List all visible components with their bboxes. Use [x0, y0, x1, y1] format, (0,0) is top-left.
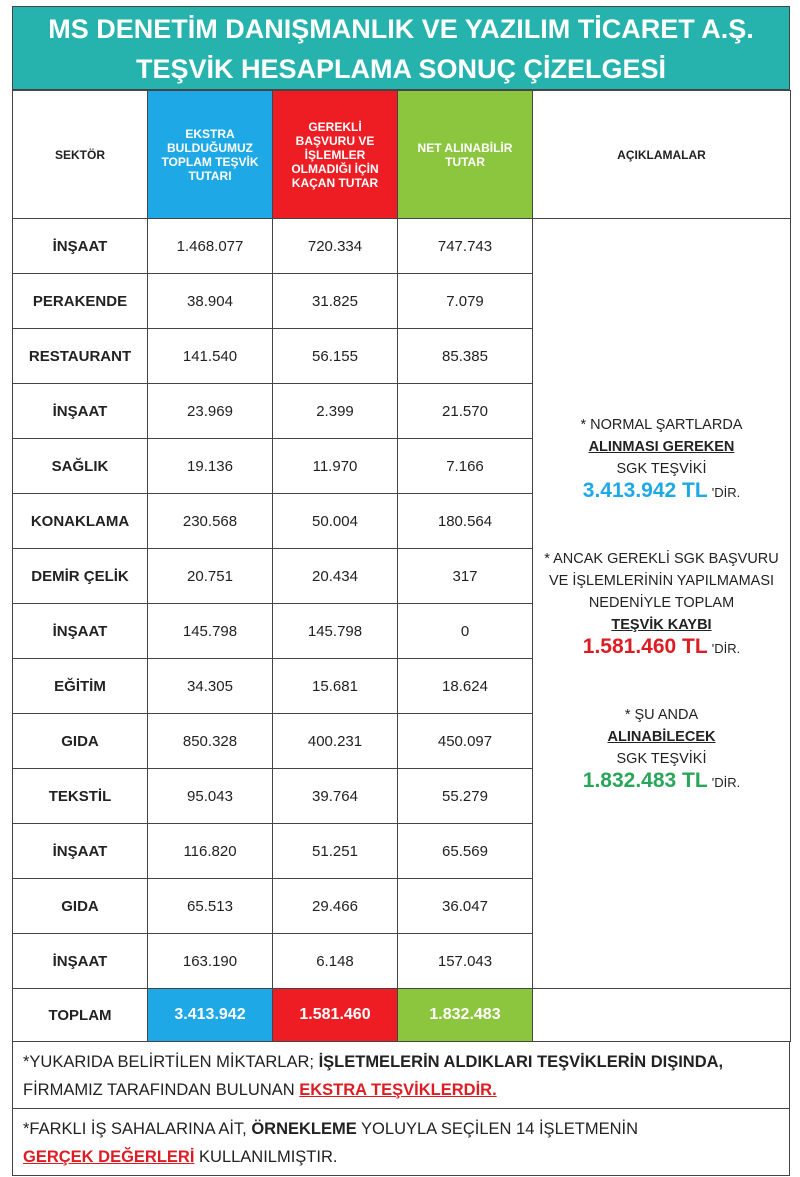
footer-notes [12, 1042, 790, 1176]
note-loss: * ANCAK GEREKLİ SGK BAŞVURU VE İŞLEMLERİNİN YAPILMAMASI NEDENİYLE TOPLAM TEŞVİK KAYBI 1.581.460 TL 'DİR. [544, 550, 779, 658]
sector-cell: İNŞAAT [13, 824, 148, 879]
result-sheet [12, 6, 790, 1176]
lost-cell: 20.434 [273, 549, 398, 604]
page-title [12, 6, 790, 90]
lost-cell: 6.148 [273, 934, 398, 989]
extra-cell: 850.328 [148, 714, 273, 769]
extra-cell: 141.540 [148, 329, 273, 384]
lost-cell: 50.004 [273, 494, 398, 549]
notes-cell [533, 219, 791, 989]
lost-cell: 15.681 [273, 659, 398, 714]
header-sector: SEKTÖR [13, 91, 148, 219]
note-available: * ŞU ANDA ALINABİLECEK SGK TEŞVİKİ 1.832.483 TL 'DİR. [582, 706, 741, 792]
lost-cell: 56.155 [273, 329, 398, 384]
sector-cell: SAĞLIK [13, 439, 148, 494]
footer-line-1: *YUKARIDA BELİRTİLEN MİKTARLAR; İŞLETMELERİN ALDIKLARI TEŞVİKLERİN DIŞINDA, FİRMAMIZ TARAFINDAN BULUNAN EKSTRA TEŞVİKLERDİR. [13, 1042, 789, 1109]
extra-cell: 116.820 [148, 824, 273, 879]
extra-cell: 20.751 [148, 549, 273, 604]
net-cell: 450.097 [398, 714, 533, 769]
lost-cell: 400.231 [273, 714, 398, 769]
lost-cell: 51.251 [273, 824, 398, 879]
total-label: TOPLAM [13, 989, 148, 1042]
net-cell: 317 [398, 549, 533, 604]
lost-cell: 11.970 [273, 439, 398, 494]
extra-cell: 65.513 [148, 879, 273, 934]
extra-cell: 145.798 [148, 604, 273, 659]
lost-cell: 29.466 [273, 879, 398, 934]
total-row [13, 989, 791, 1042]
incentive-table [12, 90, 791, 1042]
net-cell: 21.570 [398, 384, 533, 439]
sector-cell: İNŞAAT [13, 384, 148, 439]
total-lost: 1.581.460 [273, 989, 398, 1042]
sector-cell: KONAKLAMA [13, 494, 148, 549]
lost-cell: 720.334 [273, 219, 398, 274]
header-notes: AÇIKLAMALAR [533, 91, 791, 219]
lost-cell: 39.764 [273, 769, 398, 824]
sector-cell: GIDA [13, 714, 148, 769]
net-cell: 36.047 [398, 879, 533, 934]
sector-cell: İNŞAAT [13, 934, 148, 989]
net-cell: 0 [398, 604, 533, 659]
sector-cell: İNŞAAT [13, 604, 148, 659]
total-extra: 3.413.942 [148, 989, 273, 1042]
net-cell: 85.385 [398, 329, 533, 384]
net-cell: 18.624 [398, 659, 533, 714]
extra-cell: 34.305 [148, 659, 273, 714]
net-cell: 65.569 [398, 824, 533, 879]
extra-cell: 163.190 [148, 934, 273, 989]
extra-cell: 230.568 [148, 494, 273, 549]
sector-cell: PERAKENDE [13, 274, 148, 329]
lost-cell: 2.399 [273, 384, 398, 439]
sector-cell: TEKSTİL [13, 769, 148, 824]
extra-cell: 23.969 [148, 384, 273, 439]
extra-cell: 38.904 [148, 274, 273, 329]
lost-cell: 145.798 [273, 604, 398, 659]
sector-cell: RESTAURANT [13, 329, 148, 384]
total-notes-blank [533, 989, 791, 1042]
net-cell: 7.166 [398, 439, 533, 494]
header-lost: GEREKLİ BAŞVURU VE İŞLEMLER OLMADIĞI İÇİN KAÇAN TUTAR [273, 91, 398, 219]
header-net: NET ALINABİLİR TUTAR [398, 91, 533, 219]
net-cell: 7.079 [398, 274, 533, 329]
extra-cell: 19.136 [148, 439, 273, 494]
header-extra: EKSTRA BULDUĞUMUZ TOPLAM TEŞVİK TUTARI [148, 91, 273, 219]
sector-cell: İNŞAAT [13, 219, 148, 274]
note-loss-amount: 1.581.460 TL [582, 634, 708, 658]
footer-line-2: *FARKLI İŞ SAHALARINA AİT, ÖRNEKLEME YOLUYLA SEÇİLEN 14 İŞLETMENİN GERÇEK DEĞERLERİ KULLANILMIŞTIR. [23, 1120, 638, 1166]
title-subtitle: TEŞVİK HESAPLAMA SONUÇ ÇİZELGESİ [135, 54, 667, 84]
note-normal-amount: 3.413.942 TL [582, 478, 708, 502]
net-cell: 180.564 [398, 494, 533, 549]
table-row [13, 219, 791, 274]
net-cell: 55.279 [398, 769, 533, 824]
extra-cell: 95.043 [148, 769, 273, 824]
net-cell: 747.743 [398, 219, 533, 274]
total-net: 1.832.483 [398, 989, 533, 1042]
sector-cell: GIDA [13, 879, 148, 934]
sector-cell: EĞİTİM [13, 659, 148, 714]
lost-cell: 31.825 [273, 274, 398, 329]
extra-cell: 1.468.077 [148, 219, 273, 274]
note-normal: * NORMAL ŞARTLARDA ALINMASI GEREKEN SGK TEŞVİKİ 3.413.942 TL 'DİR. [580, 416, 743, 502]
header-row [13, 91, 791, 219]
note-available-amount: 1.832.483 TL [582, 768, 708, 792]
net-cell: 157.043 [398, 934, 533, 989]
sector-cell: DEMİR ÇELİK [13, 549, 148, 604]
title-company: MS DENETİM DANIŞMANLIK VE YAZILIM TİCARET A.Ş. [48, 14, 754, 44]
